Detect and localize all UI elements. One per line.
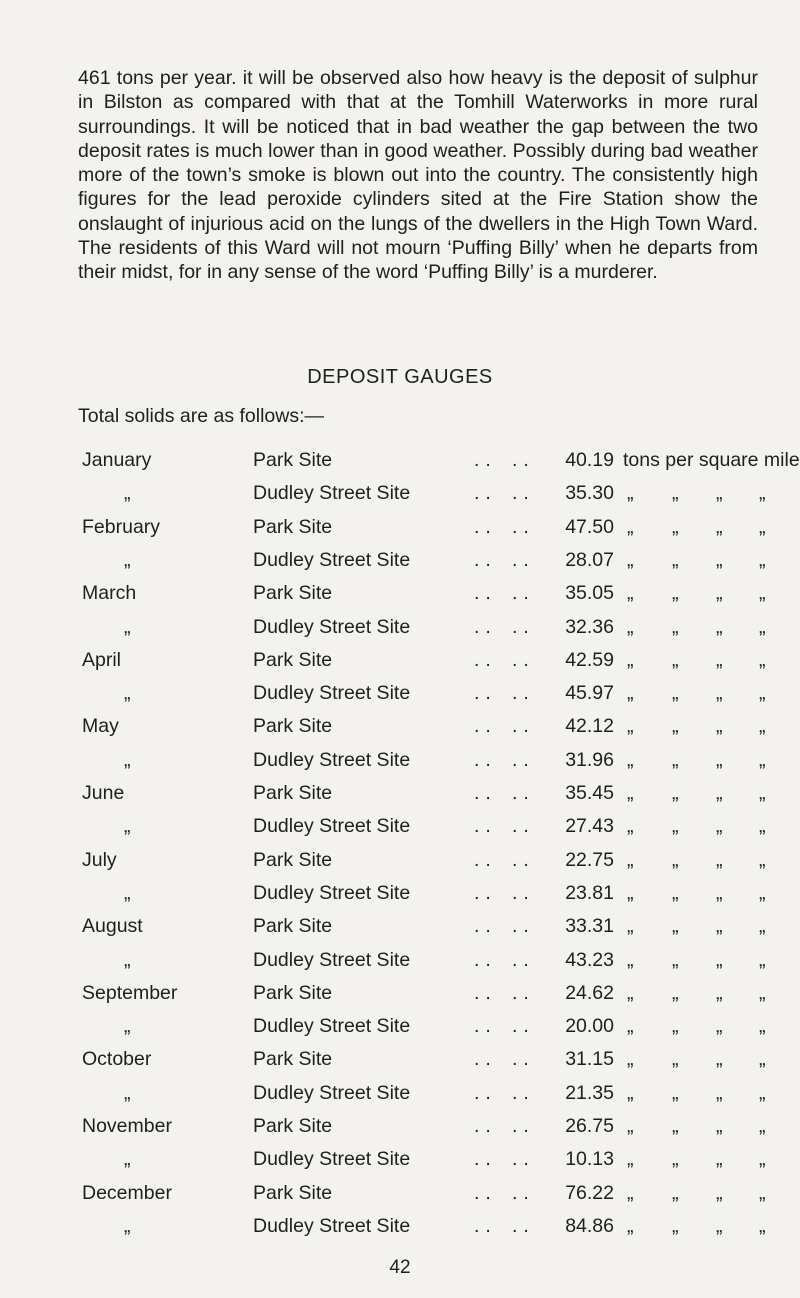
ditto-mark: „: [759, 948, 766, 971]
leader-dots: ..: [474, 1015, 497, 1038]
ditto-mark: „: [672, 881, 679, 904]
ditto-mark: „: [627, 1181, 634, 1204]
site-cell: Dudley Street Site: [253, 682, 411, 705]
month-cell: March: [82, 582, 137, 605]
site-cell: Park Site: [253, 515, 333, 538]
month-cell: „: [124, 1081, 131, 1104]
ditto-mark: „: [759, 648, 766, 671]
site-cell: Dudley Street Site: [253, 1015, 411, 1038]
site-cell: Park Site: [253, 782, 333, 804]
value-cell: 45.97: [565, 682, 614, 705]
leader-dots: ..: [512, 682, 535, 705]
table-row: [0, 949, 800, 979]
section-heading: DEPOSIT GAUGES: [307, 366, 493, 388]
month-cell: February: [82, 515, 161, 538]
table-row: [0, 582, 800, 612]
ditto-mark: „: [716, 715, 723, 738]
site-cell: Park Site: [253, 981, 333, 1004]
leader-dots: ..: [512, 615, 535, 638]
ditto-mark: „: [759, 915, 766, 938]
month-cell: July: [82, 848, 117, 871]
table-row: [0, 715, 800, 745]
value-cell: 35.05: [565, 582, 614, 605]
table-row: [0, 915, 800, 945]
ditto-mark: „: [716, 1048, 723, 1071]
table-row: [0, 1182, 800, 1212]
table-row: [0, 1082, 800, 1112]
leader-dots: ..: [474, 582, 497, 605]
ditto-mark: „: [627, 848, 634, 871]
ditto-mark: „: [627, 915, 634, 938]
leader-dots: ..: [512, 449, 535, 471]
site-cell: Dudley Street Site: [253, 615, 411, 638]
leader-dots: ..: [474, 848, 497, 871]
site-cell: Dudley Street Site: [253, 948, 411, 971]
table-row: [0, 849, 800, 879]
month-cell: „: [124, 748, 131, 771]
month-cell: „: [124, 881, 131, 904]
site-cell: Dudley Street Site: [253, 748, 411, 771]
ditto-mark: „: [672, 548, 679, 571]
month-cell: „: [124, 1214, 131, 1237]
ditto-mark: „: [627, 815, 634, 838]
leader-dots: ..: [474, 1048, 497, 1071]
ditto-mark: „: [627, 1214, 634, 1237]
leader-dots: ..: [512, 1148, 535, 1171]
value-cell: 27.43: [565, 815, 614, 838]
site-cell: Park Site: [253, 715, 333, 738]
ditto-mark: „: [716, 648, 723, 671]
value-cell: 43.23: [565, 948, 614, 971]
leader-dots: ..: [474, 648, 497, 671]
table-row: [0, 1015, 800, 1045]
ditto-mark: „: [627, 715, 634, 738]
site-cell: Dudley Street Site: [253, 548, 411, 571]
ditto-mark: „: [672, 981, 679, 1004]
site-cell: Dudley Street Site: [253, 1148, 411, 1171]
site-cell: Dudley Street Site: [253, 1081, 411, 1104]
value-cell: 47.50: [565, 515, 614, 538]
ditto-mark: „: [759, 548, 766, 571]
ditto-mark: „: [672, 515, 679, 538]
ditto-mark: „: [627, 1115, 634, 1137]
ditto-mark: „: [716, 915, 723, 938]
ditto-mark: „: [716, 1181, 723, 1204]
table-row: [0, 616, 800, 646]
leader-dots: ..: [512, 582, 535, 605]
leader-dots: ..: [474, 915, 497, 938]
ditto-mark: „: [716, 548, 723, 571]
ditto-mark: „: [716, 615, 723, 638]
leader-dots: ..: [512, 1081, 535, 1104]
leader-dots: ..: [512, 748, 535, 771]
leader-dots: ..: [512, 948, 535, 971]
ditto-mark: „: [627, 1048, 634, 1071]
ditto-mark: „: [759, 815, 766, 838]
ditto-mark: „: [672, 748, 679, 771]
table-row: [0, 815, 800, 845]
ditto-mark: „: [759, 682, 766, 705]
ditto-mark: „: [672, 615, 679, 638]
ditto-mark: „: [672, 848, 679, 871]
ditto-mark: „: [627, 782, 634, 804]
ditto-mark: „: [672, 1081, 679, 1104]
leader-dots: ..: [474, 449, 497, 471]
leader-dots: ..: [512, 1015, 535, 1038]
ditto-mark: „: [716, 1148, 723, 1171]
table-row: [0, 1215, 800, 1245]
ditto-mark: „: [672, 1015, 679, 1038]
ditto-mark: „: [716, 948, 723, 971]
ditto-mark: „: [672, 582, 679, 605]
table-row: [0, 482, 800, 512]
leader-dots: ..: [512, 1115, 535, 1137]
table-row: [0, 1115, 800, 1145]
ditto-mark: „: [672, 1181, 679, 1204]
intro-text: Total solids are as follows:—: [78, 405, 325, 427]
ditto-mark: „: [759, 981, 766, 1004]
site-cell: Dudley Street Site: [253, 815, 411, 838]
leader-dots: ..: [474, 515, 497, 538]
ditto-mark: „: [716, 582, 723, 605]
ditto-mark: „: [672, 648, 679, 671]
ditto-mark: „: [672, 915, 679, 938]
leader-dots: ..: [474, 1115, 497, 1137]
ditto-mark: „: [716, 682, 723, 705]
ditto-mark: „: [759, 1048, 766, 1071]
leader-dots: ..: [512, 848, 535, 871]
ditto-mark: „: [627, 615, 634, 638]
leader-dots: ..: [512, 715, 535, 738]
table-row: [0, 749, 800, 779]
value-cell: 32.36: [565, 615, 614, 638]
ditto-mark: „: [672, 948, 679, 971]
month-cell: October: [82, 1048, 152, 1071]
ditto-mark: „: [716, 981, 723, 1004]
ditto-mark: „: [672, 815, 679, 838]
month-cell: June: [82, 782, 125, 804]
value-cell: 24.62: [565, 981, 614, 1004]
month-cell: „: [124, 1015, 131, 1038]
table-row: [0, 782, 800, 812]
value-cell: 23.81: [565, 881, 614, 904]
value-cell: 31.15: [565, 1048, 614, 1071]
leader-dots: ..: [512, 981, 535, 1004]
leader-dots: ..: [474, 715, 497, 738]
ditto-mark: „: [759, 715, 766, 738]
ditto-mark: „: [716, 482, 723, 505]
value-cell: 76.22: [565, 1181, 614, 1204]
site-cell: Dudley Street Site: [253, 881, 411, 904]
leader-dots: ..: [512, 548, 535, 571]
site-cell: Park Site: [253, 848, 333, 871]
ditto-mark: „: [716, 515, 723, 538]
month-cell: April: [82, 648, 122, 671]
value-cell: 35.45: [565, 782, 614, 804]
ditto-mark: „: [716, 1214, 723, 1237]
ditto-mark: „: [627, 682, 634, 705]
ditto-mark: „: [716, 815, 723, 838]
ditto-mark: „: [627, 582, 634, 605]
ditto-mark: „: [627, 748, 634, 771]
leader-dots: ..: [512, 782, 535, 804]
value-cell: 42.12: [565, 715, 614, 738]
leader-dots: ..: [512, 648, 535, 671]
ditto-mark: „: [627, 515, 634, 538]
table-row: [0, 549, 800, 579]
ditto-mark: „: [759, 1148, 766, 1171]
ditto-mark: „: [627, 482, 634, 505]
ditto-mark: „: [759, 1081, 766, 1104]
leader-dots: ..: [512, 815, 535, 838]
leader-dots: ..: [474, 482, 497, 505]
month-cell: January: [82, 449, 152, 471]
site-cell: Park Site: [253, 1181, 333, 1204]
month-cell: August: [82, 915, 143, 938]
month-cell: „: [124, 815, 131, 838]
leader-dots: ..: [512, 515, 535, 538]
ditto-mark: „: [672, 1048, 679, 1071]
month-cell: „: [124, 948, 131, 971]
leader-dots: ..: [474, 981, 497, 1004]
ditto-mark: „: [716, 748, 723, 771]
value-cell: 22.75: [565, 848, 614, 871]
ditto-mark: „: [627, 648, 634, 671]
ditto-mark: „: [672, 782, 679, 804]
value-cell: 84.86: [565, 1214, 614, 1237]
leader-dots: ..: [474, 548, 497, 571]
table-row: [0, 982, 800, 1012]
ditto-mark: „: [627, 981, 634, 1004]
ditto-mark: „: [627, 1081, 634, 1104]
value-cell: 33.31: [565, 915, 614, 938]
ditto-mark: „: [759, 748, 766, 771]
ditto-mark: „: [759, 615, 766, 638]
table-row: [0, 649, 800, 679]
ditto-mark: „: [716, 1081, 723, 1104]
site-cell: Park Site: [253, 1115, 333, 1137]
value-cell: 42.59: [565, 648, 614, 671]
table-row: [0, 682, 800, 712]
ditto-mark: „: [716, 1015, 723, 1038]
ditto-mark: „: [759, 1015, 766, 1038]
site-cell: Park Site: [253, 449, 333, 471]
leader-dots: ..: [474, 1214, 497, 1237]
ditto-mark: „: [759, 782, 766, 804]
page-number: 42: [389, 1257, 411, 1278]
month-cell: December: [82, 1181, 172, 1204]
table-row: [0, 882, 800, 912]
ditto-mark: „: [759, 515, 766, 538]
value-cell: 10.13: [565, 1148, 614, 1171]
leader-dots: ..: [512, 1214, 535, 1237]
ditto-mark: „: [759, 1181, 766, 1204]
site-cell: Park Site: [253, 648, 333, 671]
month-cell: November: [82, 1115, 172, 1137]
leader-dots: ..: [474, 1081, 497, 1104]
leader-dots: ..: [474, 682, 497, 705]
table-row: [0, 449, 800, 479]
month-cell: „: [124, 548, 131, 571]
leader-dots: ..: [474, 815, 497, 838]
month-cell: „: [124, 682, 131, 705]
body-paragraph: 461 tons per year. it will be observed also how heavy is the deposit of sulphur in Bilston as compared with that at the Tomhill Waterworks in more rural surroundings. It will be noticed that in bad weather the gap between the two deposit rates is much lower than in good weather. Possibly during bad weather more of the town’s smoke is blown out into the country. The consistently high figures for the lead peroxide cylinders sited at the Fire Station show the onslaught of injurious acid on the lungs of the dwellers in the High Town Ward. The residents of this Ward will not mourn ‘Puffing Billy’ when he departs from their midst, for in any sense of the word ‘Puffing Billy’ is a murderer.: [78, 67, 758, 284]
site-cell: Park Site: [253, 915, 333, 938]
ditto-mark: „: [759, 582, 766, 605]
ditto-mark: „: [672, 482, 679, 505]
leader-dots: ..: [512, 1181, 535, 1204]
ditto-mark: „: [759, 482, 766, 505]
unit-cell: tons per square mile: [623, 449, 800, 471]
ditto-mark: „: [716, 782, 723, 804]
month-cell: „: [124, 482, 131, 505]
ditto-mark: „: [672, 1115, 679, 1137]
site-cell: Dudley Street Site: [253, 482, 411, 505]
leader-dots: ..: [512, 881, 535, 904]
month-cell: „: [124, 1148, 131, 1171]
ditto-mark: „: [672, 715, 679, 738]
leader-dots: ..: [474, 1148, 497, 1171]
site-cell: Park Site: [253, 582, 333, 605]
leader-dots: ..: [512, 482, 535, 505]
ditto-mark: „: [627, 548, 634, 571]
leader-dots: ..: [474, 748, 497, 771]
value-cell: 35.30: [565, 482, 614, 505]
ditto-mark: „: [672, 682, 679, 705]
ditto-mark: „: [759, 1115, 766, 1137]
ditto-mark: „: [627, 1148, 634, 1171]
ditto-mark: „: [716, 1115, 723, 1137]
table-row: [0, 516, 800, 546]
table-row: [0, 1048, 800, 1078]
month-cell: May: [82, 715, 119, 738]
value-cell: 26.75: [565, 1115, 614, 1137]
leader-dots: ..: [474, 615, 497, 638]
ditto-mark: „: [672, 1214, 679, 1237]
value-cell: 40.19: [565, 449, 614, 471]
site-cell: Park Site: [253, 1048, 333, 1071]
ditto-mark: „: [716, 881, 723, 904]
ditto-mark: „: [759, 1214, 766, 1237]
ditto-mark: „: [672, 1148, 679, 1171]
site-cell: Dudley Street Site: [253, 1214, 411, 1237]
leader-dots: ..: [512, 1048, 535, 1071]
month-cell: „: [124, 615, 131, 638]
ditto-mark: „: [759, 848, 766, 871]
table-row: [0, 1148, 800, 1178]
ditto-mark: „: [627, 1015, 634, 1038]
ditto-mark: „: [759, 881, 766, 904]
month-cell: September: [82, 981, 178, 1004]
value-cell: 20.00: [565, 1015, 614, 1038]
leader-dots: ..: [474, 1181, 497, 1204]
ditto-mark: „: [627, 881, 634, 904]
value-cell: 31.96: [565, 748, 614, 771]
leader-dots: ..: [512, 915, 535, 938]
leader-dots: ..: [474, 782, 497, 804]
value-cell: 21.35: [565, 1081, 614, 1104]
leader-dots: ..: [474, 881, 497, 904]
ditto-mark: „: [716, 848, 723, 871]
leader-dots: ..: [474, 948, 497, 971]
ditto-mark: „: [627, 948, 634, 971]
value-cell: 28.07: [565, 548, 614, 571]
